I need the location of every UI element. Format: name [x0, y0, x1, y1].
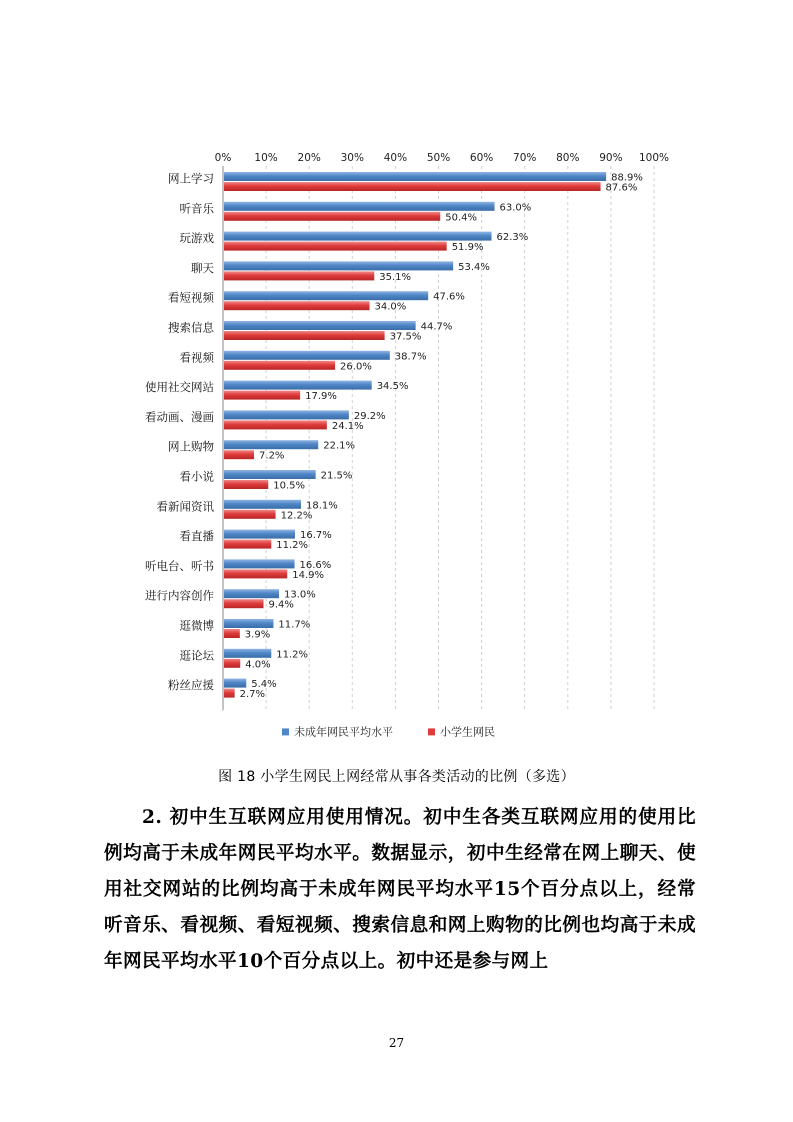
data-label: 2.7%	[239, 689, 266, 701]
bar-average	[224, 530, 295, 539]
data-label: 63.0%	[499, 202, 532, 214]
data-label: 5.4%	[251, 679, 277, 691]
bar-primary-students	[224, 510, 276, 519]
legend-swatch-average	[282, 728, 289, 735]
bar-average	[224, 351, 390, 360]
bar-average	[224, 291, 428, 300]
data-label: 11.2%	[276, 540, 309, 552]
category-label: 看直播	[179, 529, 214, 544]
data-label: 11.2%	[276, 649, 309, 661]
bar-average	[224, 679, 246, 688]
bar-primary-students	[224, 540, 271, 549]
bar-average	[224, 381, 372, 390]
figure-caption: 图 18 小学生网民上网经常从事各类活动的比例（多选）	[218, 769, 575, 785]
data-label: 24.1%	[331, 420, 364, 432]
category-label: 看新闻资讯	[156, 499, 214, 514]
data-label: 53.4%	[458, 261, 490, 273]
bar-average	[224, 261, 453, 270]
category-label: 聊天	[191, 260, 214, 275]
x-tick-label: 10%	[254, 152, 278, 164]
chart-legend	[282, 724, 495, 738]
bar-primary-students	[224, 391, 300, 400]
bar-average	[224, 321, 416, 330]
paragraph-text: 2. 初中生互联网应用使用情况。初中生各类互联网应用的使用比例均高于未成年网民平均水平。数据显示，初中生经常在网上聊天、使用社交网站的比例均高于未成年网民平均水平15个百分点以上，经常听音乐、看视频、看短视频、搜索信息和网上购物的比例也均高于未成年网民平均水平10个百分点以上。初中还是参与网上	[104, 807, 696, 972]
bar-primary-students	[224, 212, 440, 221]
page-number: 27	[388, 1036, 405, 1050]
category-label: 使用社交网站	[145, 380, 214, 395]
data-label: 9.4%	[268, 599, 294, 611]
bar-primary-students	[224, 182, 601, 191]
category-labels	[145, 172, 214, 693]
data-label: 4.0%	[245, 659, 271, 671]
bar-primary-students	[224, 420, 327, 429]
bar-average	[224, 440, 318, 449]
x-tick-label: 0%	[214, 152, 232, 164]
bar-average	[224, 559, 295, 568]
data-label: 26.0%	[340, 361, 372, 373]
bar-average	[224, 202, 495, 211]
bar-primary-students	[224, 569, 287, 578]
legend-label: 小学生网民	[440, 725, 495, 739]
data-label: 47.6%	[433, 291, 465, 303]
body-paragraph	[104, 800, 696, 980]
bar-primary-students	[224, 271, 374, 280]
data-label: 17.9%	[305, 391, 337, 403]
data-label: 12.2%	[280, 510, 313, 522]
x-tick-label: 20%	[297, 152, 321, 164]
data-label: 7.2%	[259, 450, 285, 462]
bar-average	[224, 410, 349, 419]
category-label: 粉丝应援	[168, 678, 214, 693]
data-label: 11.7%	[278, 619, 311, 631]
category-label: 搜索信息	[168, 320, 214, 335]
x-axis-ticks	[215, 152, 669, 164]
bar-primary-students	[224, 480, 268, 489]
bar-average	[224, 172, 606, 181]
bar-primary-students	[224, 599, 264, 608]
bar-average	[224, 500, 301, 509]
data-label: 16.6%	[299, 559, 332, 571]
bar-chart	[0, 140, 793, 750]
x-tick-label: 50%	[426, 152, 451, 164]
x-tick-label: 60%	[469, 152, 494, 164]
bar-primary-students	[224, 331, 385, 340]
x-tick-label: 70%	[513, 152, 537, 164]
data-label: 50.4%	[445, 212, 478, 224]
category-label: 看视频	[179, 350, 214, 365]
data-label: 38.7%	[394, 351, 427, 363]
category-label: 看短视频	[168, 290, 214, 305]
chart-bars	[224, 172, 643, 700]
data-label: 34.0%	[374, 301, 407, 313]
category-label: 逛微博	[179, 618, 214, 633]
bar-primary-students	[224, 659, 240, 668]
x-tick-label: 90%	[599, 152, 623, 164]
data-label: 37.5%	[389, 331, 422, 343]
data-label: 34.5%	[376, 381, 409, 393]
data-label: 16.7%	[299, 530, 332, 542]
data-label: 87.6%	[605, 182, 638, 194]
legend-swatch-primary	[428, 728, 435, 735]
category-label: 网上购物	[168, 439, 214, 454]
bar-average	[224, 619, 273, 628]
data-label: 22.1%	[323, 440, 356, 452]
data-label: 13.0%	[284, 589, 316, 601]
data-label: 62.3%	[496, 232, 529, 244]
x-tick-label: 80%	[556, 152, 580, 164]
bar-average	[224, 589, 279, 598]
x-tick-label: 40%	[383, 152, 408, 164]
data-label: 21.5%	[320, 470, 353, 482]
bar-primary-students	[224, 361, 335, 370]
data-label: 14.9%	[292, 569, 325, 581]
bar-average	[224, 232, 492, 241]
category-label: 逛论坛	[179, 648, 214, 663]
bar-primary-students	[224, 242, 447, 251]
category-label: 玩游戏	[179, 231, 214, 246]
bar-primary-students	[224, 301, 370, 310]
category-label: 听音乐	[179, 201, 214, 216]
data-label: 3.9%	[244, 629, 271, 641]
x-tick-label: 100%	[638, 152, 670, 164]
category-label: 进行内容创作	[145, 588, 214, 603]
category-label: 网上学习	[168, 171, 214, 186]
data-label: 88.9%	[611, 172, 643, 184]
data-label: 51.9%	[451, 242, 484, 254]
bar-primary-students	[224, 629, 240, 638]
data-label: 29.2%	[353, 410, 386, 422]
category-label: 看动画、漫画	[145, 409, 214, 424]
x-tick-label: 30%	[340, 152, 364, 164]
bar-primary-students	[224, 689, 235, 698]
legend-label: 未成年网民平均水平	[294, 725, 393, 739]
category-label: 看小说	[179, 469, 214, 484]
bar-average	[224, 470, 316, 479]
data-label: 35.1%	[379, 271, 412, 283]
bar-primary-students	[224, 450, 254, 459]
data-label: 18.1%	[306, 500, 338, 512]
bar-average	[224, 649, 271, 658]
data-label: 10.5%	[273, 480, 306, 492]
category-label: 听电台、听书	[145, 558, 214, 573]
data-label: 44.7%	[420, 321, 453, 333]
